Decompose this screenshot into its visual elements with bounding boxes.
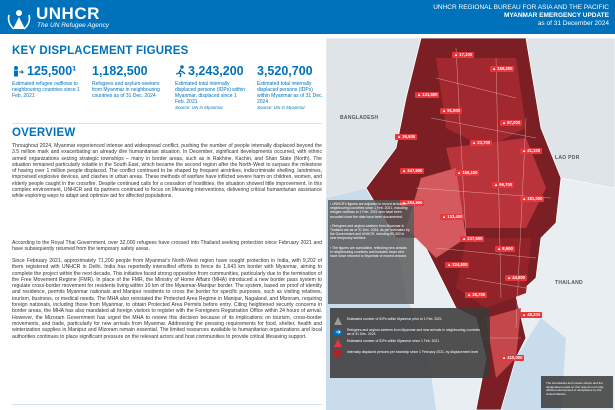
idps-total-desc: Estimated total internally displaced persons (IDPs) within Myanmar as of 31 Dec. 2024 (257, 81, 323, 105)
idp-callout: ▲ 131,500 (417, 92, 438, 97)
logo-tagline: The UN Refugee Agency (37, 22, 110, 29)
idp-callout: ▲ 410,000 (502, 355, 523, 360)
country-label-bangladesh: BANGLADESH (340, 115, 379, 121)
idp-callout: ▲ 17,100 (454, 52, 473, 57)
idp-callout: ▲ 181,000 (522, 196, 543, 201)
header-titles (433, 4, 609, 28)
legend-label: Estimated number of IDPs within Myanmar since 1 Feb. 2021 (347, 339, 440, 343)
idp-callout: ▲ 41,100 (522, 148, 541, 153)
report-title: MYANMAR EMERGENCY UPDATE (504, 12, 609, 19)
idps-since-2021-value: 3,243,200 (188, 64, 244, 78)
idp-callout: ▲ 237,600 (462, 236, 483, 241)
legend-item (334, 338, 484, 349)
refugee-outflows-value: 125,500¹ (27, 64, 77, 78)
key-figure-idps-total (257, 64, 323, 110)
overview-paragraph: Throughout 2024, Myanmar experienced intense and widespread conflict, pushing the number of people internally displaced beyond the 3.5 million mark and exacerbating an already dire humanitarian situation. In December, significant developments occurred, with ethnic armed organizations seizing strategic townships – many in border areas, such as in Rakhine, Kachin, and Shan State (North). The situation remained particularly volatile in the South East, which became the second region after the North-West to surpass the milestone of having over 1 million people displaced. The conflict continued to be shaped by frequent airstrikes, indiscriminate shelling, landmines, improvised explosive devices, and clashes in urban areas. These methods of warfare have inflicted severe harm on children, women, and elderly people caught in the crossfire. Despite continued calls for a cessation of hostilities, the situation showed little improvement. In this complex environment, UNHCR and its partners continued to focus on lifesaving interventions, delivering critical humanitarian assistance while exploring ways to adapt and optimize aid for affected populations. (12, 143, 322, 200)
legend-item (334, 349, 484, 360)
key-figures-title: KEY DISPLACEMENT FIGURES (12, 45, 189, 57)
people-arrow-icon (12, 65, 24, 78)
map-footnotes (330, 202, 410, 263)
country-label-thailand: THAILAND (555, 280, 583, 286)
page-footer (12, 404, 322, 408)
overview-paragraph: According to the Royal Thai Government, over 32,000 refugees have crossed into Thailand seeking protection since February 2021 and have subsequently returned from the temporary safety areas. (12, 240, 322, 253)
overview-paragraph: Since February 2021, approximately 71,200 people from Myanmar's North-West region have sought protection in India, with 9,202 of them registered with UNHCR in Delhi. India has reportedly intensified efforts to fence its 1,643 km border with Myanmar, aiming to complete the project within the next decade. This initiative faced strong opposition from communities, particularly due to the termination of the Free Movement Regime (FMR). In place of the FMR, the Ministry of Home Affairs (MHA) introduced a new border pass system to regulate cross-border movement for residents living within 10 km of the Myanmar-Manipur border. The system, based on proof of identity and residence, permits Myanmar nationals and Manipur residents to cross the border for specific purposes, such as visiting relatives, tourism, business, or medical needs. The MHA also reinstated the Protected Area Regime in Manipur, Nagaland, and Mizoram, requiring foreign nationals, including those from Myanmar, to obtain Protected Area Permits before entry. Citing heightened security concerns in border areas, the MHA has also mandated all foreign visitors to register with the Foreigners Registration Office within 24 hours of arrival. However, the Mizoram Government has urged the MHA to review this decision because of its implications on tourism, cross-border movements, and trade, particularly for new arrivals from Myanmar. Addressing the pressing requirements for food, shelter, health and winterization supplies in Manipur and Mizoram remain essential. The limited resources available to humanitarian organizations and local authorities continues to place significant pressure on the relevant actors and host communities to provide critical lifesaving support. (12, 258, 322, 340)
legend-item (334, 327, 484, 338)
map-legend (334, 316, 484, 360)
logo-name: UNHCR (36, 4, 100, 23)
unhcr-emblem-icon (6, 3, 32, 31)
idp-callout: ▲ 96,700 (494, 182, 513, 187)
key-figure-idps-since-2021 (175, 64, 247, 110)
refugee-outflows-desc: Estimated refugee outflows to neighbouring countries since 1 Feb. 2021 (12, 81, 80, 99)
idps-total-value: 3,520,700 (257, 64, 313, 78)
idps-since-2021-source: Source: UN in Myanmar (175, 105, 224, 110)
map-footnote: ¹ UNHCR's figures are adjusted to record arrivals in neighbouring countries since 1 Feb. 2021, including refugee outflows to 1 Feb. 2021 who have been recorded since the data have been documented. (330, 202, 408, 219)
unhcr-logo (6, 3, 156, 31)
refugees-neighbouring-desc: Refugees and asylum-seekers from Myanmar in neighbouring countries as of 31 Dec. 2024 (92, 81, 160, 99)
idp-callout: ▲ 36,500 (397, 134, 416, 139)
idp-callout: ▲ 38,700 (467, 292, 486, 297)
red-area-icon (334, 350, 342, 358)
grey-triangle-icon (334, 317, 342, 325)
key-figure-refugees-neighbouring (92, 64, 170, 99)
legend-item (334, 316, 484, 327)
idps-total-source: Source: UN in Myanmar (257, 105, 306, 110)
idp-callout: ▲ 23,700 (472, 140, 491, 145)
blue-arrow-icon (334, 328, 342, 336)
page-header (0, 0, 615, 34)
idps-since-2021-desc: Estimated total internally displaced persons (IDPs) within Myanmar, displaced since 1 Feb. 2021 (175, 81, 246, 105)
legend-label: Internally displaced persons per township since 1 February 2021, by displacement level (347, 350, 479, 354)
idp-callout: ▲ 91,500 (442, 108, 461, 113)
idp-callout: ▲ 158,200 (492, 66, 513, 71)
legend-label: Estimated number of IDPs within Myanmar prior to 1 Feb. 2021 (347, 317, 442, 321)
idp-callout: ▲ 254,900 (402, 200, 423, 205)
map-footnote: ³ The figures are cumulative, reflecting new arrivals in neighbouring countries and includes those who have since returned to Myanmar or moved onward. (330, 245, 407, 259)
overview-title: OVERVIEW (12, 127, 76, 139)
report-date: as of 31 December 2024 (537, 20, 609, 27)
red-triangle-icon (334, 339, 342, 347)
legend-label: Refugees and asylum-seekers from Myanmar and new arrivals in neighbouring countries as of 31 Dec. 2024 (347, 328, 481, 336)
idp-callout: ▲ 87,000 (502, 120, 521, 125)
idp-callout: ▲ 44,800 (507, 275, 526, 280)
bureau-name: UNHCR REGIONAL BUREAU FOR ASIA AND THE PACIFIC (433, 4, 609, 11)
idp-callout: ▲ 347,600 (402, 168, 423, 173)
idp-callout: ▲ 156,100 (457, 170, 478, 175)
idp-callout: ▲ 133,400 (442, 214, 463, 219)
country-label-laos: LAO PDR (555, 155, 580, 161)
idp-callout: ▲ 224,800 (447, 262, 468, 267)
idp-callout: ▲ 8,900 (497, 246, 513, 251)
person-running-icon (175, 65, 187, 78)
refugees-neighbouring-value: 1,182,500 (92, 64, 148, 78)
section-divider (12, 123, 322, 124)
key-figure-refugee-outflows (12, 64, 84, 99)
map-disclaimer: The boundaries and names shown and the designations used on this map do not imply official endorsement or acceptance by the United Nations. (546, 381, 604, 396)
idp-callout: ▲ 48,200 (522, 312, 541, 317)
map-footnote: ² Refugees and asylum-seekers from Myanmar in Thailand are as of 31 Dec. 2024, as per estimates by the Government and UNHCR, including 90,300 in nine temporary shelters. (330, 223, 410, 241)
